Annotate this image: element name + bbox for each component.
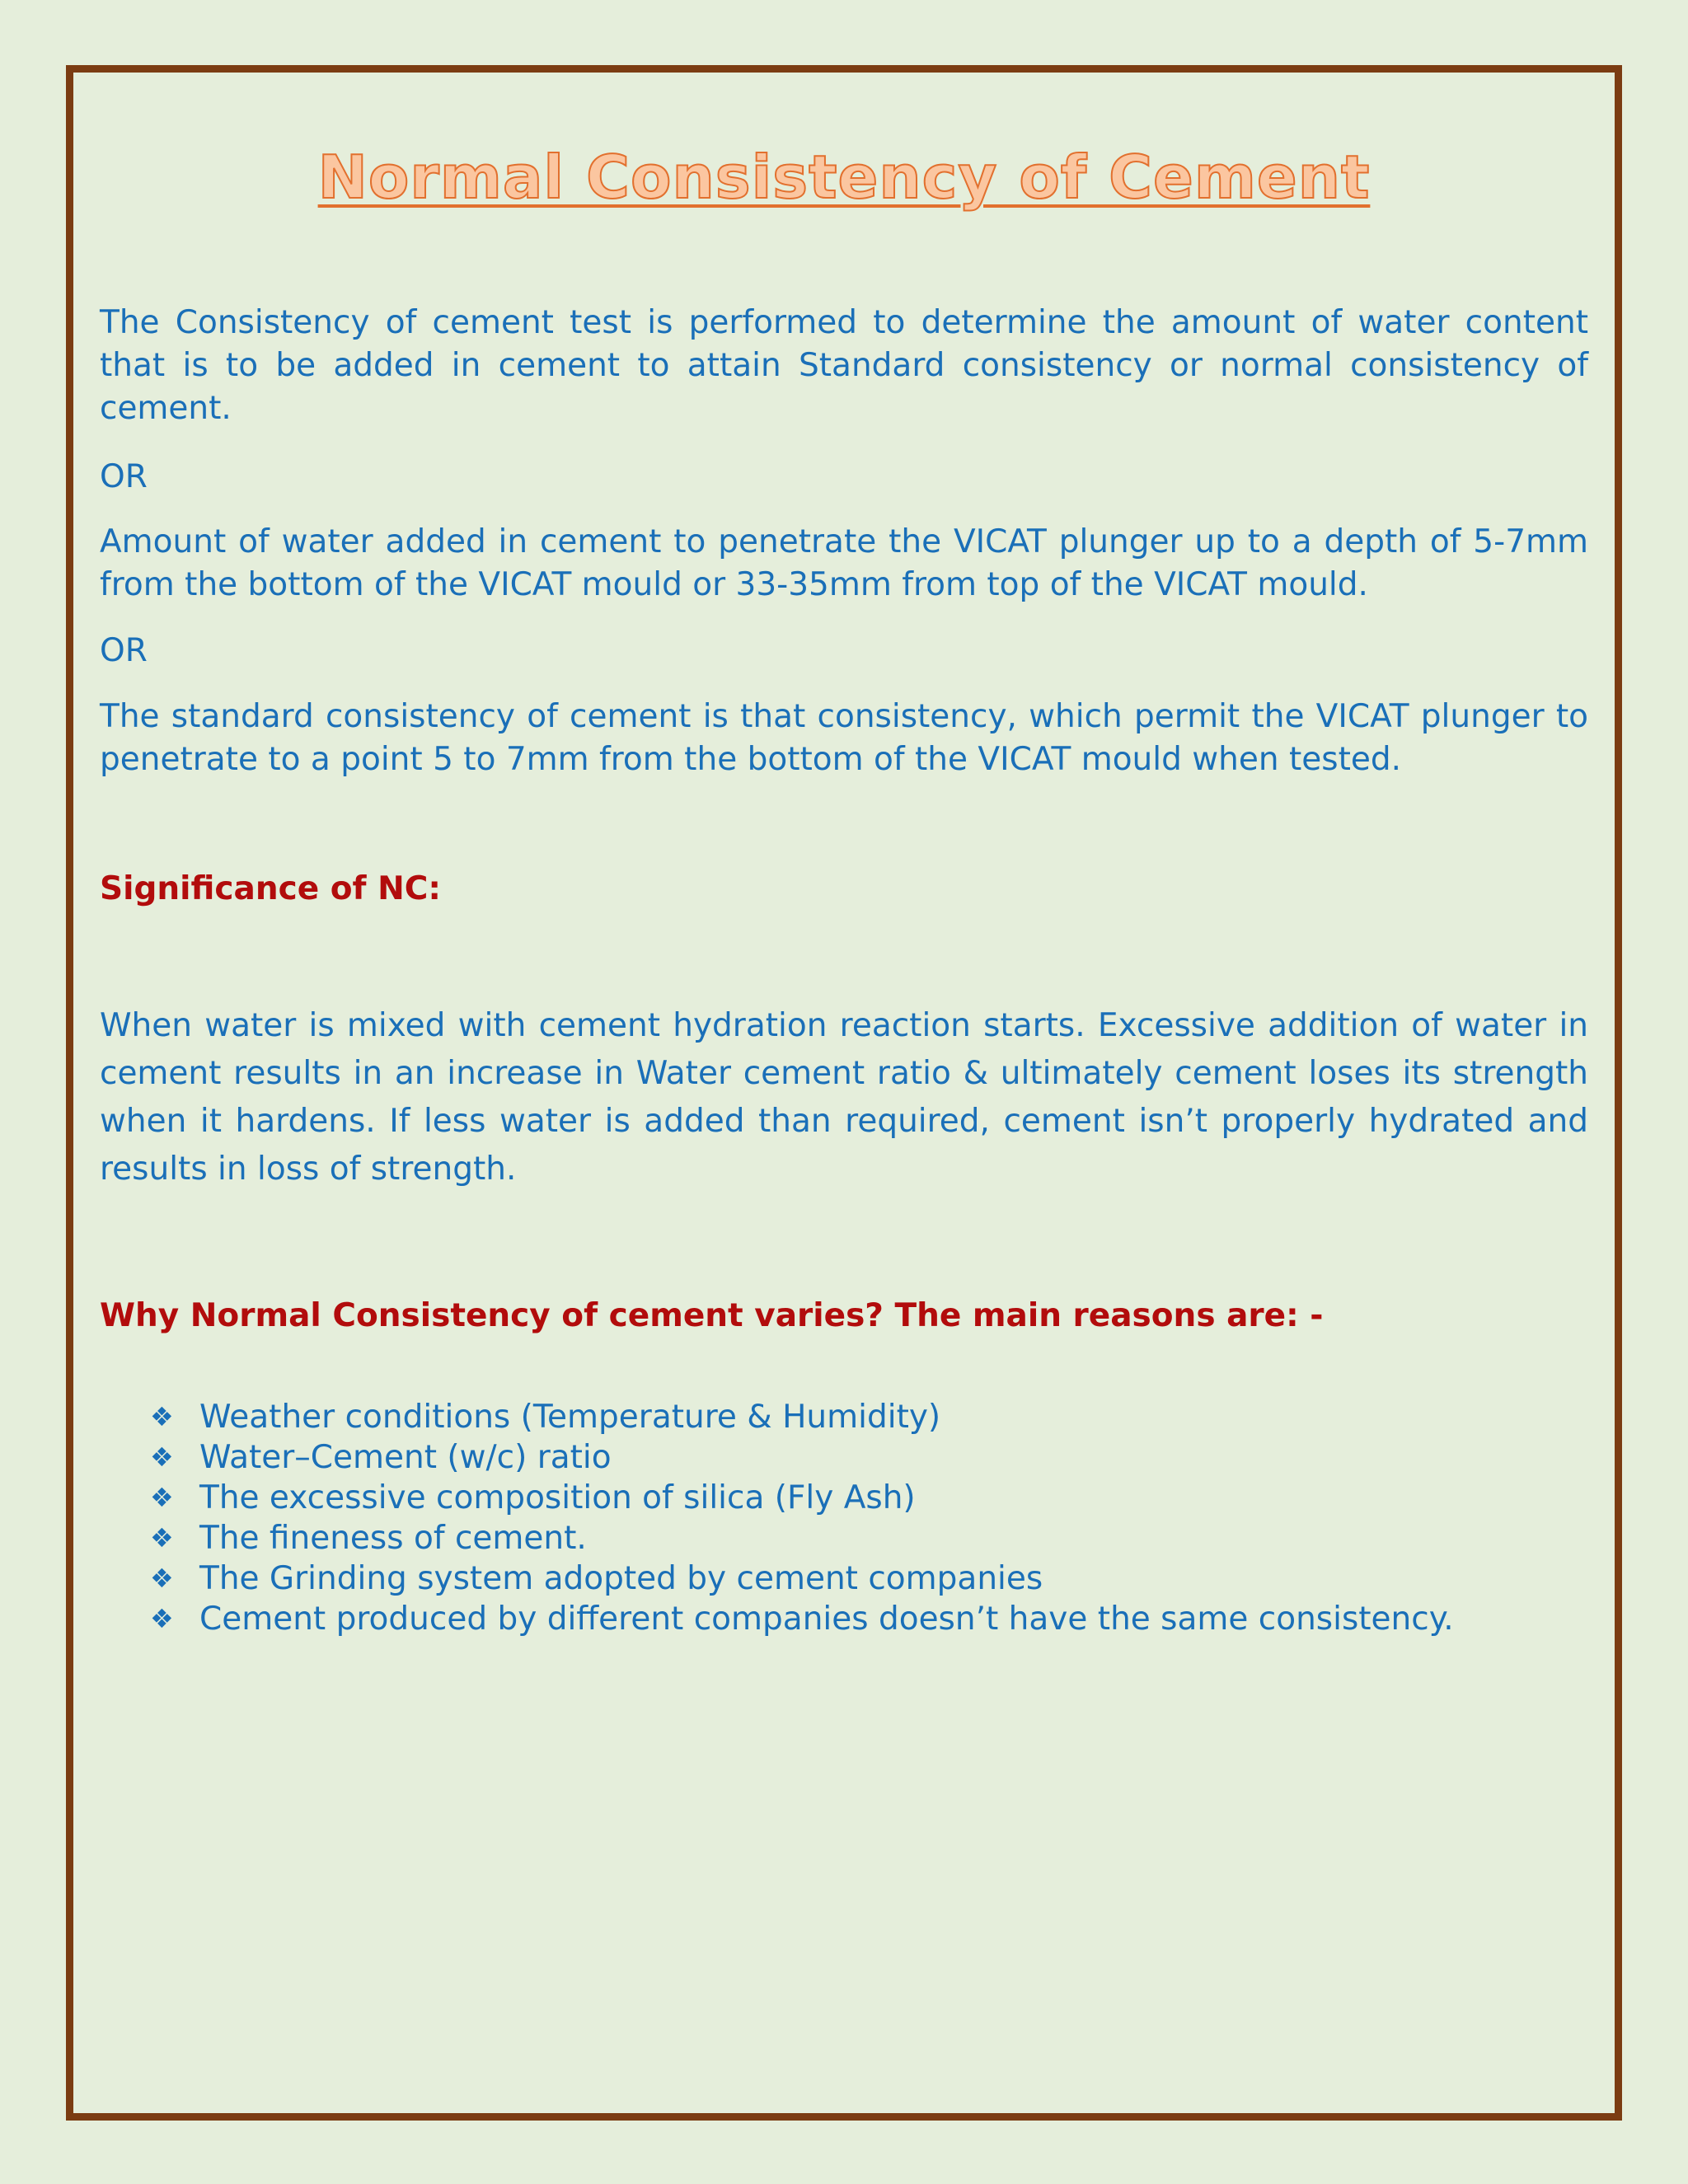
- list-item: [150, 1437, 1551, 1478]
- diamond-bullet-icon: ❖: [150, 1522, 174, 1554]
- list-item: [150, 1397, 1551, 1437]
- list-item-text: The fineness of cement.: [199, 1520, 587, 1557]
- definition-paragraph-1: The Consistency of cement test is performed to determine the amount of water content that is to be added in cement to attain Standard consistency or normal consistency of cement.: [100, 304, 1588, 427]
- page-title: Normal Consistency of Cement: [317, 143, 1371, 212]
- list-item-text: Cement produced by different companies doesn’t have the same consistency.: [199, 1601, 1454, 1638]
- list-item-text: Weather conditions (Temperature & Humidity): [199, 1399, 941, 1436]
- list-item: [150, 1599, 1551, 1639]
- list-item-text: The Grinding system adopted by cement companies: [199, 1560, 1043, 1597]
- list-item: [150, 1478, 1551, 1518]
- list-item-text: The excessive composition of silica (Fly Ash): [199, 1479, 916, 1516]
- diamond-bullet-icon: ❖: [150, 1441, 174, 1473]
- reasons-heading: Why Normal Consistency of cement varies? The main reasons are: -: [100, 1297, 1324, 1334]
- list-item: [150, 1518, 1551, 1558]
- diamond-bullet-icon: ❖: [150, 1482, 174, 1513]
- diamond-bullet-icon: ❖: [150, 1563, 174, 1594]
- or-separator-2: OR: [100, 632, 148, 669]
- definition-paragraph-2: Amount of water added in cement to penetrate the VICAT plunger up to a depth of 5-7mm from the bottom of the VICAT mould or 33-35mm from top of the VICAT mould.: [100, 523, 1588, 603]
- significance-heading: Significance of NC:: [100, 870, 441, 907]
- list-item-text: Water–Cement (w/c) ratio: [199, 1439, 612, 1476]
- diamond-bullet-icon: ❖: [150, 1401, 174, 1432]
- diamond-bullet-icon: ❖: [150, 1603, 174, 1634]
- definition-paragraph-3: The standard consistency of cement is that consistency, which permit the VICAT plunger to penetrate to a point 5 to 7mm from the bottom of the VICAT mould when tested.: [100, 698, 1588, 778]
- list-item: [150, 1558, 1551, 1599]
- reasons-list: [150, 1397, 1551, 1639]
- significance-paragraph: When water is mixed with cement hydration reaction starts. Excessive addition of water in cement results in an increase in Water cement ratio & ultimately cement loses its strength when it hardens. If less water is added than required, cement isn’t properly hydrated and results in loss of strength.: [100, 1007, 1588, 1188]
- or-separator-1: OR: [100, 458, 148, 495]
